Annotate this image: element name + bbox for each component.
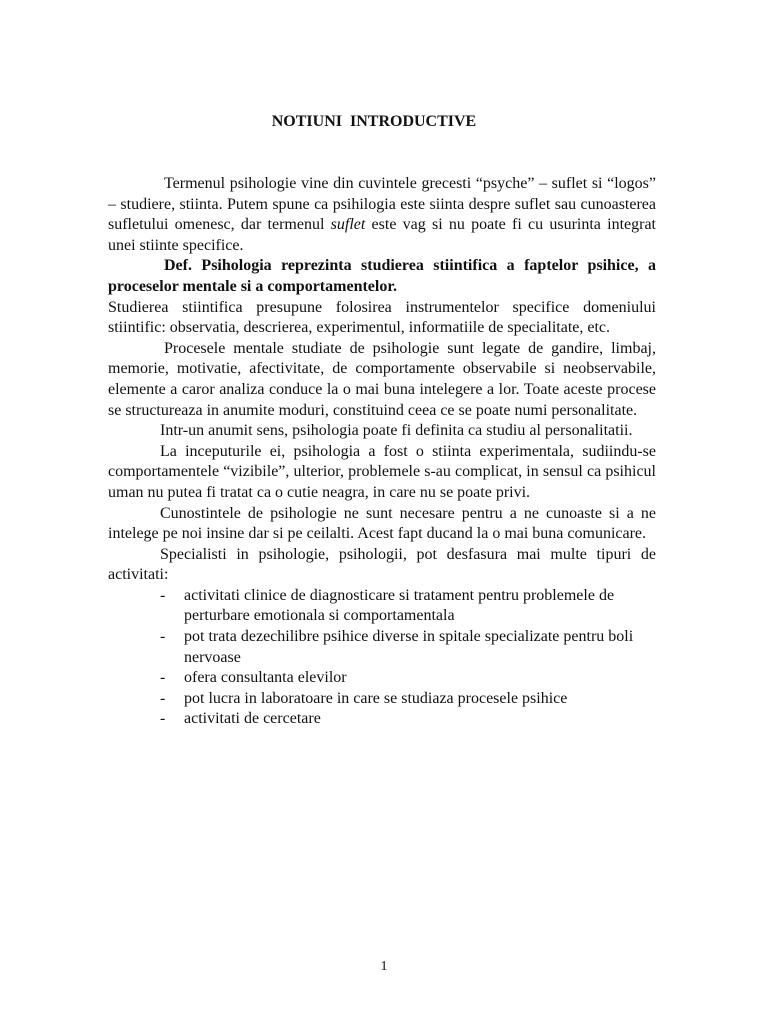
intro-text-end: este vag si nu poate fi cu usurinta integrat unei stiinte specifice. [108,216,656,254]
list-item [108,627,656,668]
list-item [108,709,656,730]
list-dash: - [160,586,166,604]
list-item-text: pot lucra in laboratoare in care se studiaza procesele psihice [184,689,568,707]
paragraph-knowledge: Cunostintele de psihologie ne sunt necesare pentru a ne cunoaste si a ne intelege pe noi insine dar si pe ceilalti. Acest fapt ducand la o mai buna comunicare. [108,504,656,543]
intro-text-start: Termenul psihologie vine din cuvintele grecesti “psyche” – suflet si “logos” – studiere, stiinta. Putem spune ca psihilogia este siinta despre suflet sau cunoasterea sufletului omenesc, dar termenul [108,175,656,234]
paragraph-history: La inceputurile ei, psihologia a fost o stiinta experimentala, sudiindu-se comportamentele “vizibile”, ulterior, problemele s-au complicat, in sensul ca psihicul uman nu putea fi tratat ca o cutie neagra, in care nu se poate privi. [108,442,656,501]
paragraph-study-methods: Studierea stiintifica presupune folosirea instrumentelor specifice domeniului stiintific: observatia, descrierea, experimentul, informatiile de specialitate, etc. [108,298,656,337]
list-item [108,586,656,627]
intro-italic-term: suflet [330,216,366,234]
list-item-text: pot trata dezechilibre psihice diverse in spitale specializate pentru boli nervoase [184,628,634,666]
paragraph-intro [108,174,656,256]
list-item [108,689,656,710]
page-title: NOTIUNI INTRODUCTIVE [271,113,477,130]
document-body [108,174,656,730]
paragraph-specialists: Specialisti in psihologie, psihologii, pot desfasura mai multe tipuri de activitati: [108,545,656,584]
list-dash: - [160,710,166,728]
paragraph-mental-processes: Procesele mentale studiate de psihologie sunt legate de gandire, limbaj, memorie, motivatie, afectivitate, de comportamente observabile si neobservabile, elemente a caror analiza conduce la o mai buna intelegere a lor. Toate aceste procese se structureaza in anumite moduri, constituind ceea ce se poate numi personalitate. [108,339,656,419]
page-number: 1 [380,959,388,974]
definition-paragraph: Def. Psihologia reprezinta studierea stiintifica a faptelor psihice, a proceselor mentale si a comportamentelor. [108,257,656,295]
activities-list [108,586,656,730]
list-dash: - [160,669,166,687]
list-item-text: activitati clinice de diagnosticare si tratament pentru problemele de perturbare emotionala si comportamentala [184,586,615,625]
list-item-text: activitati de cercetare [184,710,321,728]
list-item [108,668,656,689]
list-dash: - [160,628,166,646]
list-item-text: ofera consultanta elevilor [184,669,347,687]
list-dash: - [160,689,166,707]
paragraph-personality: Intr-un anumit sens, psihologia poate fi definita ca studiu al personalitatii. [160,422,633,440]
